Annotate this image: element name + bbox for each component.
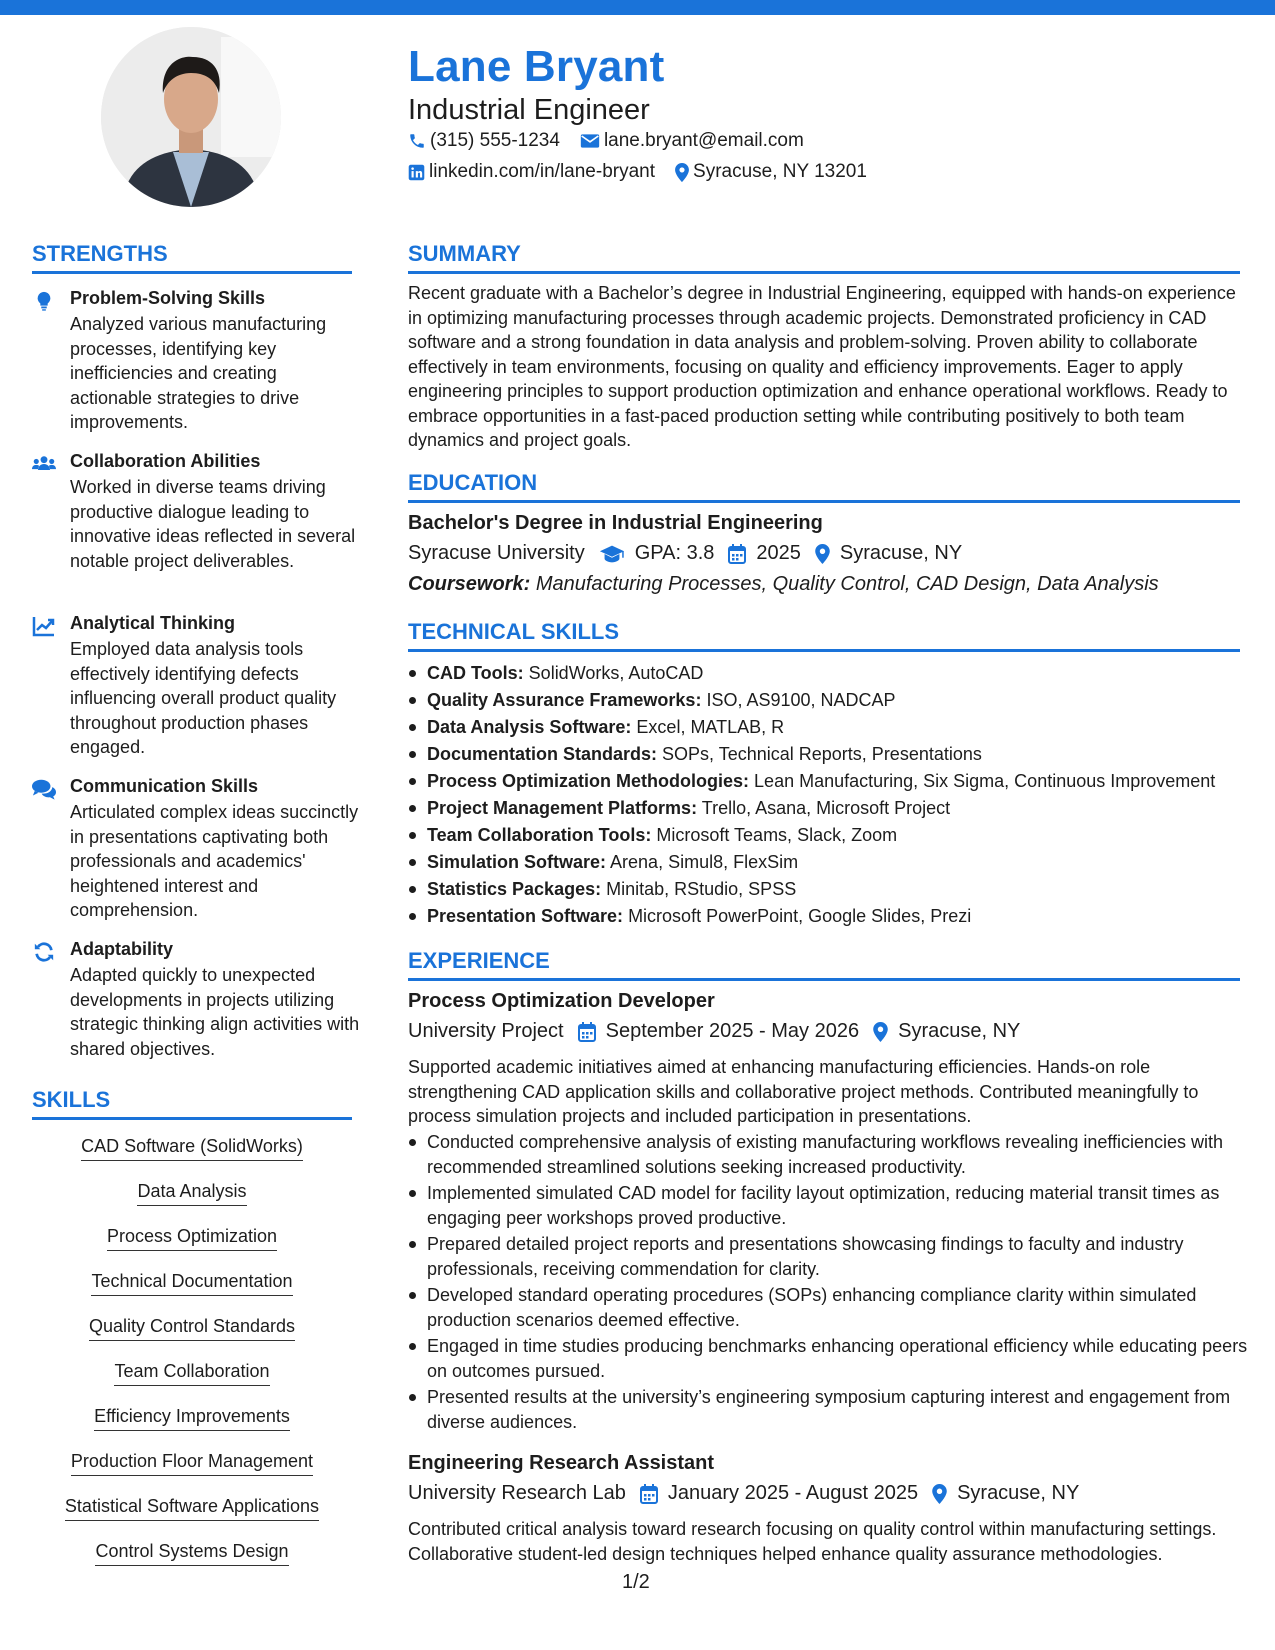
users-icon — [32, 453, 56, 475]
list-item: Engaged in time studies producing benchmarks enhancing operational efficiency while educating peers on outcomes pursued. — [408, 1334, 1248, 1383]
contact-row-2 — [408, 161, 887, 183]
phone-text: (315) 555-1234 — [430, 130, 560, 151]
linkedin-text: linkedin.com/in/lane-bryant — [429, 161, 656, 182]
strength-desc: Analyzed various manufacturing processes, identifying key inefficiencies and creating actionable strategies to drive improvements. — [70, 314, 327, 432]
strength-title: Adaptability — [70, 939, 174, 959]
summary-heading: SUMMARY — [408, 241, 1240, 274]
technical-skills-list — [408, 660, 1248, 930]
contact-row-1 — [408, 130, 824, 152]
list-item: Quality Assurance Frameworks: ISO, AS9100, NADCAP — [408, 687, 1248, 714]
gpa-text: GPA: 3.8 — [634, 542, 715, 564]
strength-title: Problem-Solving Skills — [70, 288, 266, 308]
map-pin-icon — [815, 544, 830, 564]
strength-desc: Worked in diverse teams driving productive dialogue leading to innovative ideas reflected in several notable project deliverables. — [70, 477, 356, 571]
job-dates: September 2025 - May 2026 — [605, 1020, 860, 1042]
map-pin-icon — [873, 1022, 888, 1042]
list-item: Presented results at the university’s engineering symposium capturing interest and engagement from diverse audiences. — [408, 1385, 1248, 1434]
job-location: Syracuse, NY — [898, 1020, 1021, 1042]
skill-item: Efficiency Improvements — [32, 1406, 352, 1431]
list-item: Prepared detailed project reports and presentations showcasing findings to faculty and industry professionals, receiving commendation for clarity. — [408, 1232, 1248, 1281]
list-item: Project Management Platforms: Trello, Asana, Microsoft Project — [408, 795, 1248, 822]
job-title: Engineering Research Assistant — [408, 1452, 715, 1474]
job-meta — [408, 1482, 1093, 1505]
location-text: Syracuse, NY 13201 — [693, 161, 867, 182]
profile-photo — [101, 27, 281, 207]
job-summary: Contributed critical analysis toward research focusing on quality control within manufacturing settings. Collaborative student-led design techniques helped enhance quality assurance methodologies. — [408, 1519, 1217, 1564]
strength-desc: Articulated complex ideas succinctly in presentations captivating both professionals and academics' heightened interest and comprehension. — [70, 802, 359, 920]
map-pin-icon — [932, 1484, 947, 1504]
list-item: Process Optimization Methodologies: Lean Manufacturing, Six Sigma, Continuous Improvement — [408, 768, 1248, 795]
job-dates: January 2025 - August 2025 — [667, 1482, 919, 1504]
map-pin-icon — [675, 163, 689, 182]
list-item: Team Collaboration Tools: Microsoft Teams, Slack, Zoom — [408, 822, 1248, 849]
skill-item: Technical Documentation — [32, 1271, 352, 1296]
skill-item: Quality Control Standards — [32, 1316, 352, 1341]
coursework-line — [408, 573, 1159, 596]
skill-item: Data Analysis — [32, 1181, 352, 1206]
phone-contact[interactable] — [408, 130, 560, 152]
email-contact[interactable] — [580, 130, 804, 152]
job-title: Process Optimization Developer — [408, 990, 715, 1012]
strength-title: Collaboration Abilities — [70, 451, 261, 471]
school-name: Syracuse University — [408, 542, 585, 564]
graduation-year: 2025 — [756, 542, 801, 564]
top-accent-bar — [0, 0, 1275, 15]
comments-icon — [32, 778, 56, 800]
job-location: Syracuse, NY — [957, 1482, 1080, 1504]
list-item: Simulation Software: Arena, Simul8, FlexSim — [408, 849, 1248, 876]
skills-heading: SKILLS — [32, 1087, 352, 1120]
coursework-list: Manufacturing Processes, Quality Control, CAD Design, Data Analysis — [535, 573, 1159, 595]
chart-line-icon — [32, 615, 56, 637]
strength-desc: Employed data analysis tools effectively identifying defects influencing overall product quality throughout production phases engaged. — [70, 639, 337, 757]
envelope-icon — [580, 133, 600, 149]
strength-desc: Adapted quickly to unexpected developments in projects utilizing strategic thinking align activities with shared objectives. — [70, 965, 360, 1059]
job-summary: Supported academic initiatives aimed at enhancing manufacturing efficiencies. Hands-on role strengthening CAD application skills and collaborative project methods. Contributed meaningfully to process simulation projects and included participation in presentations. — [408, 1057, 1199, 1126]
strength-title: Communication Skills — [70, 776, 259, 796]
technical-skills-heading: TECHNICAL SKILLS — [408, 619, 1240, 652]
graduation-cap-icon — [599, 544, 625, 564]
list-item: Statistics Packages: Minitab, RStudio, SPSS — [408, 876, 1248, 903]
strengths-heading: STRENGTHS — [32, 241, 352, 274]
calendar-icon — [728, 544, 746, 564]
candidate-title: Industrial Engineer — [408, 94, 650, 126]
skill-item: Control Systems Design — [32, 1541, 352, 1566]
linkedin-contact[interactable] — [408, 161, 655, 183]
list-item: Developed standard operating procedures (SOPs) enhancing compliance clarity within simulated production scenarios deemed effective. — [408, 1283, 1248, 1332]
job-bullets — [408, 1130, 1248, 1436]
job-meta — [408, 1020, 1034, 1043]
experience-heading: EXPERIENCE — [408, 948, 1240, 981]
list-item: Documentation Standards: SOPs, Technical Reports, Presentations — [408, 741, 1248, 768]
summary-text: Recent graduate with a Bachelor’s degree in Industrial Engineering, equipped with hands-on experience in optimizing manufacturing processes through academic projects. Demonstrated proficiency in CAD software and a strong foundation in data analysis and problem-solving. Proven ability to collaborate effectively in team environments, focusing on quality and efficiency improvements. Eager to apply engineering principles to support production optimization and enhance operational workflows. Ready to embrace opportunities in a fast-paced production setting while contributing positively to both team dynamics and project goals. — [408, 283, 1236, 450]
education-location: Syracuse, NY — [839, 542, 963, 564]
education-meta — [408, 542, 976, 565]
list-item: Implemented simulated CAD model for facility layout optimization, reducing material transit times as engaging peer workshops proved productive. — [408, 1181, 1248, 1230]
skill-item: Team Collaboration — [32, 1361, 352, 1386]
skill-item: Production Floor Management — [32, 1451, 352, 1476]
email-text: lane.bryant@email.com — [603, 130, 804, 151]
skill-item: Process Optimization — [32, 1226, 352, 1251]
page-number: 1/2 — [622, 1571, 650, 1593]
candidate-name: Lane Bryant — [408, 42, 665, 91]
calendar-icon — [640, 1484, 658, 1504]
degree-title: Bachelor's Degree in Industrial Engineering — [408, 512, 823, 534]
phone-icon — [408, 132, 426, 150]
calendar-icon — [578, 1022, 596, 1042]
skill-item: CAD Software (SolidWorks) — [32, 1136, 352, 1161]
skill-item: Statistical Software Applications — [32, 1496, 352, 1521]
coursework-label: Coursework: — [408, 573, 531, 595]
strength-title: Analytical Thinking — [70, 613, 236, 633]
lightbulb-icon — [32, 290, 56, 312]
linkedin-icon — [408, 164, 425, 181]
sync-icon — [32, 941, 56, 963]
list-item: Conducted comprehensive analysis of existing manufacturing workflows revealing inefficiencies with recommended streamlined solutions seeking increased productivity. — [408, 1130, 1248, 1179]
location-contact — [675, 161, 867, 183]
list-item: Data Analysis Software: Excel, MATLAB, R — [408, 714, 1248, 741]
list-item: Presentation Software: Microsoft PowerPoint, Google Slides, Prezi — [408, 903, 1248, 930]
education-heading: EDUCATION — [408, 470, 1240, 503]
job-org: University Project — [408, 1020, 564, 1042]
job-org: University Research Lab — [408, 1482, 626, 1504]
list-item: CAD Tools: SolidWorks, AutoCAD — [408, 660, 1248, 687]
